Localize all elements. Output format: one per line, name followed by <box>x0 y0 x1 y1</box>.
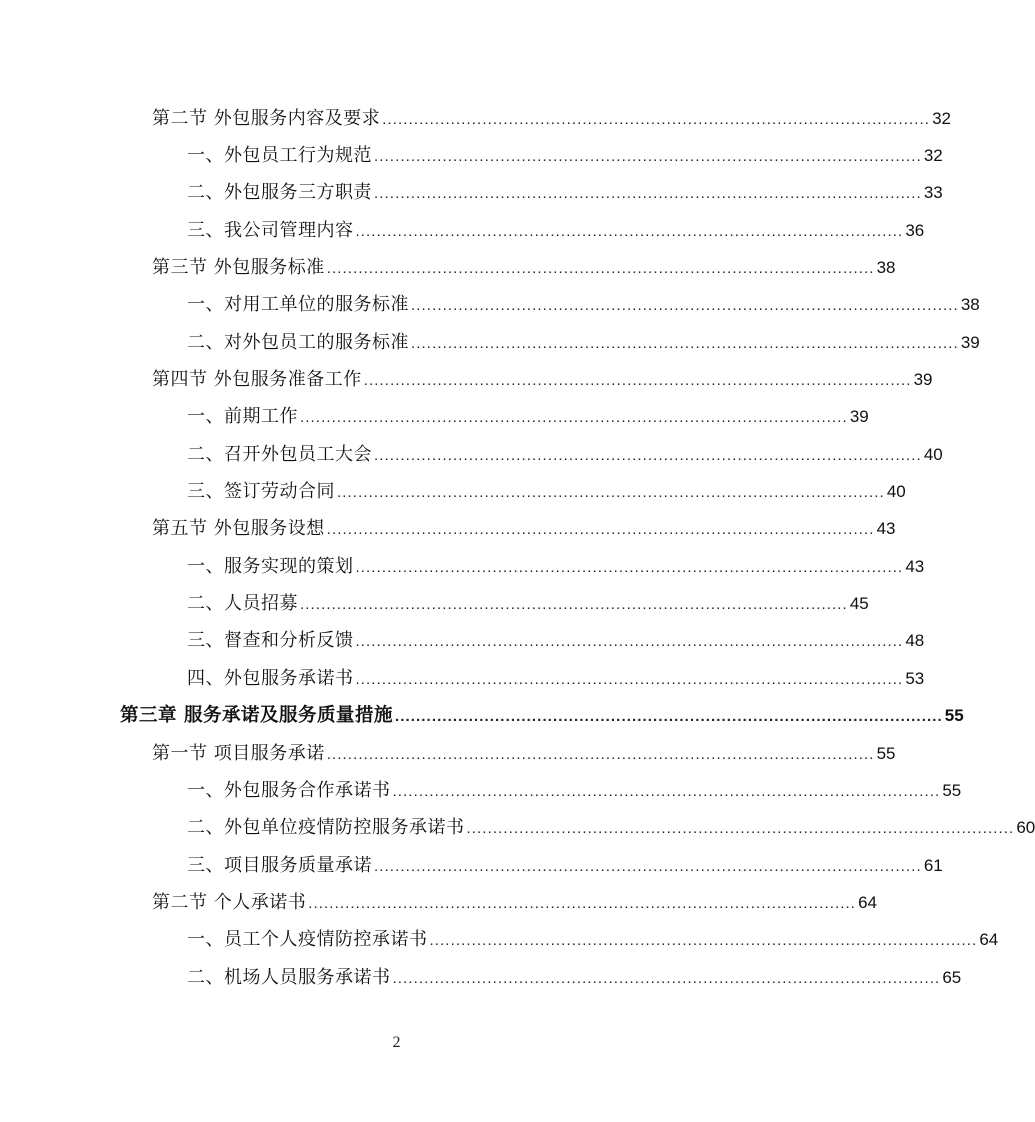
toc-leader-dots: ........................................................................................................ <box>326 745 875 763</box>
toc-entry[interactable] <box>0 212 925 249</box>
toc-entry[interactable] <box>0 436 943 473</box>
toc-leader-dots: ........................................................................................................ <box>326 260 875 278</box>
toc-leader-dots: ........................................................................................................ <box>374 446 922 464</box>
toc-entry[interactable] <box>0 399 869 436</box>
toc-entry[interactable] <box>0 324 980 361</box>
page-number: 2 <box>392 1034 401 1051</box>
toc-leader-dots: ........................................................................................................ <box>355 670 904 688</box>
toc-entry[interactable] <box>0 137 943 174</box>
toc-entry-page: 39 <box>849 407 869 427</box>
toc-leader-dots: ........................................................................................................ <box>392 782 941 800</box>
toc-entry-page: 32 <box>932 108 951 128</box>
toc-leader-dots: ........................................................................................................ <box>411 334 959 352</box>
toc-entry-label: 一、员工个人疫情防控承诺书 <box>187 929 428 951</box>
toc-leader-dots: ........................................................................................................ <box>355 222 904 240</box>
toc-entry-label: 二、机场人员服务承诺书 <box>187 966 391 988</box>
toc-entry-page: 45 <box>849 594 869 614</box>
toc-entry-label: 三、签订劳动合同 <box>187 481 335 503</box>
toc-entry-page: 48 <box>905 631 925 651</box>
table-of-contents <box>0 100 1035 996</box>
toc-entry-page: 32 <box>923 146 943 166</box>
toc-entry[interactable] <box>0 175 943 212</box>
toc-entry-label: 第二节 外包服务内容及要求 <box>152 107 381 129</box>
toc-entry-page: 38 <box>876 258 896 278</box>
toc-entry-page: 55 <box>942 780 962 800</box>
toc-leader-dots: ........................................................................................................ <box>300 596 848 614</box>
toc-entry[interactable] <box>0 249 896 286</box>
toc-entry[interactable] <box>0 772 962 809</box>
toc-entry[interactable] <box>0 959 962 996</box>
toc-entry-label: 第一节 项目服务承诺 <box>152 742 325 764</box>
toc-entry-page: 55 <box>944 705 964 725</box>
toc-entry-label: 一、服务实现的策划 <box>187 555 354 577</box>
toc-entry[interactable] <box>0 473 906 510</box>
toc-leader-dots: ........................................................................................................ <box>429 932 978 950</box>
toc-entry-label: 第三节 外包服务标准 <box>152 257 325 279</box>
toc-entry-page: 64 <box>979 930 999 950</box>
toc-entry-label: 第二节 个人承诺书 <box>152 891 307 913</box>
toc-entry-label: 三、我公司管理内容 <box>187 219 354 241</box>
toc-entry-page: 55 <box>876 743 896 763</box>
toc-entry-label: 第五节 外包服务设想 <box>152 518 325 540</box>
toc-entry-page: 38 <box>960 295 980 315</box>
toc-entry[interactable] <box>0 548 925 585</box>
toc-entry-label: 二、人员招募 <box>187 593 298 615</box>
toc-entry-page: 40 <box>886 482 906 502</box>
toc-leader-dots: ........................................................................................................ <box>337 484 885 502</box>
toc-entry[interactable] <box>0 884 877 921</box>
toc-entry-label: 三、项目服务质量承诺 <box>187 854 372 876</box>
toc-entry-page: 43 <box>876 519 896 539</box>
toc-entry-page: 33 <box>923 183 943 203</box>
toc-leader-dots: ........................................................................................................ <box>355 558 904 576</box>
toc-entry[interactable] <box>0 660 925 697</box>
toc-entry-label: 第四节 外包服务准备工作 <box>152 369 362 391</box>
toc-leader-dots: ........................................................................................................ <box>363 372 912 390</box>
toc-leader-dots: ........................................................................................................ <box>382 110 931 128</box>
toc-leader-dots: ........................................................................................................ <box>374 148 922 166</box>
toc-entry-page: 43 <box>905 556 925 576</box>
toc-entry-page: 36 <box>905 220 925 240</box>
toc-entry[interactable] <box>0 623 925 660</box>
toc-entry-label: 一、前期工作 <box>187 406 298 428</box>
toc-entry[interactable] <box>0 847 943 884</box>
toc-entry[interactable] <box>0 511 896 548</box>
toc-entry-label: 三、督查和分析反馈 <box>187 630 354 652</box>
toc-entry[interactable] <box>0 100 951 137</box>
toc-entry-page: 39 <box>960 332 980 352</box>
toc-entry-label: 二、对外包员工的服务标准 <box>187 331 409 353</box>
toc-leader-dots: ........................................................................................................ <box>308 894 857 912</box>
toc-entry-label: 二、召开外包员工大会 <box>187 443 372 465</box>
toc-entry[interactable] <box>0 810 1035 847</box>
toc-entry-page: 40 <box>923 444 943 464</box>
toc-leader-dots: ........................................................................................................ <box>326 521 875 539</box>
toc-entry-page: 65 <box>942 967 962 987</box>
toc-entry[interactable] <box>0 922 999 959</box>
toc-entry[interactable] <box>0 585 869 622</box>
toc-chapter-entry[interactable] <box>0 698 964 735</box>
toc-leader-dots: ........................................................................................................ <box>392 969 941 987</box>
toc-entry-label: 二、外包服务三方职责 <box>187 182 372 204</box>
toc-entry-page: 53 <box>905 668 925 688</box>
toc-entry-page: 64 <box>858 892 877 912</box>
toc-entry-label: 四、外包服务承诺书 <box>187 667 354 689</box>
toc-leader-dots: ........................................................................................................ <box>466 820 1015 838</box>
toc-chapter-label: 第三章 服务承诺及服务质量措施 <box>120 704 393 726</box>
toc-entry-label: 一、对用工单位的服务标准 <box>187 294 409 316</box>
toc-entry-label: 一、外包服务合作承诺书 <box>187 779 391 801</box>
toc-leader-dots: ........................................................................................................ <box>374 185 922 203</box>
toc-leader-dots: ........................................................................................................ <box>374 857 922 875</box>
toc-entry-page: 39 <box>913 370 933 390</box>
toc-entry[interactable] <box>0 361 933 398</box>
toc-entry[interactable] <box>0 287 980 324</box>
toc-leader-dots: ........................................................................................................ <box>411 297 959 315</box>
toc-entry[interactable] <box>0 735 896 772</box>
toc-entry-page: 61 <box>923 855 943 875</box>
toc-entry-label: 二、外包单位疫情防控服务承诺书 <box>187 817 465 839</box>
toc-leader-dots: ........................................................................................................ <box>355 633 904 651</box>
toc-leader-dots: ........................................................................................................ <box>300 409 848 427</box>
toc-leader-dots: ........................................................................................................ <box>394 707 943 725</box>
toc-entry-page: 60 <box>1016 818 1035 838</box>
toc-entry-label: 一、外包员工行为规范 <box>187 145 372 167</box>
